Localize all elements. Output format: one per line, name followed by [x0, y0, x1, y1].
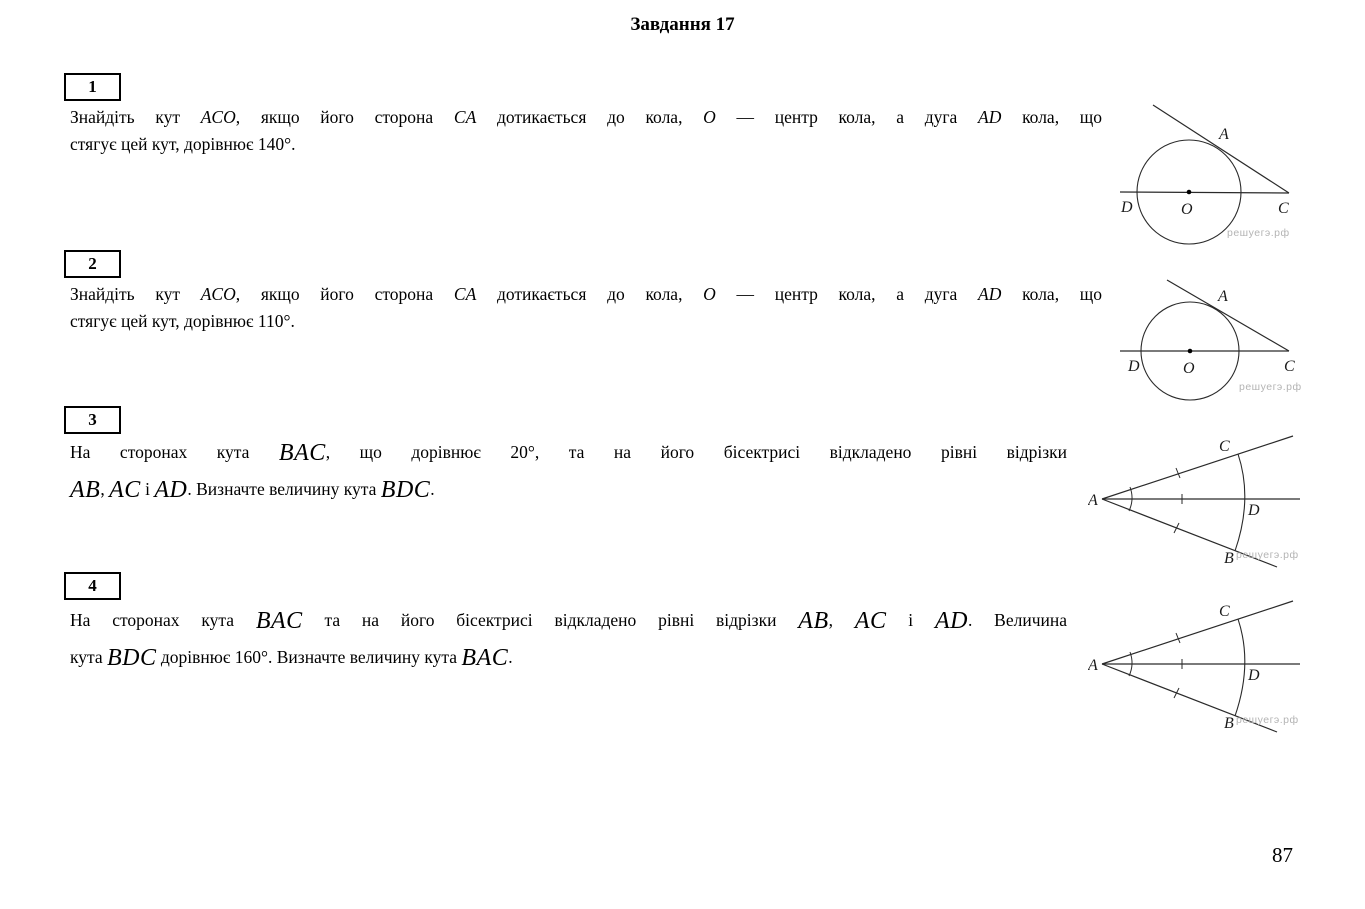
problem-number: 4 — [88, 576, 97, 595]
arc-cdb — [1235, 454, 1245, 551]
problem-1-number-box — [64, 73, 121, 101]
text-segment: Знайдіть кут — [70, 107, 201, 127]
page-number: 87 — [1272, 843, 1293, 867]
math-term: AD — [934, 608, 968, 634]
math-term: BDC — [107, 645, 157, 671]
tangent-line — [1167, 280, 1289, 351]
problem-1-text — [70, 104, 1102, 158]
math-term: AD — [154, 477, 188, 503]
text-segment: На сторонах кута — [70, 610, 256, 630]
problem-2-number-box — [64, 250, 121, 278]
point-label-c: C — [1219, 603, 1230, 620]
problem-4-number-box — [64, 572, 121, 600]
point-label-c: C — [1284, 358, 1295, 375]
watermark: решуегэ.рф — [1236, 549, 1299, 561]
point-label-a: A — [1088, 657, 1098, 674]
math-term: AD — [978, 284, 1002, 304]
text-segment: кола, що — [1001, 284, 1103, 304]
point-label-a: A — [1218, 288, 1228, 305]
math-term: AC — [109, 477, 141, 503]
arc-cdb — [1235, 619, 1245, 716]
text-segment: Знайдіть кут — [70, 284, 201, 304]
problem-3-number-box — [64, 406, 121, 434]
text-segment: та на його бісектрисі відкладено рівні відрізки — [302, 610, 799, 630]
text-segment: кола, що — [1001, 107, 1103, 127]
problem-4-line-2 — [70, 639, 1067, 676]
point-label-b: B — [1224, 715, 1234, 732]
text-segment: кута — [70, 647, 108, 667]
figure-angle-bisector-1 — [1088, 423, 1303, 571]
problem-1-line-2: стягує цей кут, дорівнює 140°. — [70, 134, 296, 154]
text-segment: , якщо його сторона — [235, 284, 454, 304]
math-term: BAC — [461, 645, 509, 671]
point-label-d: D — [1248, 502, 1260, 519]
problem-2-line-2: стягує цей кут, дорівнює 110°. — [70, 311, 295, 331]
point-label-b: B — [1224, 550, 1234, 567]
watermark: решуегэ.рф — [1239, 381, 1302, 393]
problem-2-text — [70, 281, 1102, 335]
text-segment: і — [140, 479, 155, 499]
problem-number: 3 — [88, 410, 97, 429]
math-term: BAC — [255, 608, 303, 634]
problem-3-text — [70, 434, 1067, 508]
point-label-d: D — [1121, 199, 1133, 216]
text-segment: , — [828, 610, 855, 630]
center-dot — [1187, 190, 1192, 195]
math-term: O — [703, 107, 716, 127]
text-segment: На сторонах кута — [70, 442, 279, 462]
point-label-c: C — [1219, 438, 1230, 455]
figure-circle-tangent-1 — [1115, 88, 1307, 253]
text-segment: . — [430, 479, 435, 499]
problem-3-line-1 — [70, 434, 1067, 471]
math-term: AD — [978, 107, 1002, 127]
problem-4-text — [70, 602, 1067, 676]
figure-circle-tangent-2 — [1112, 268, 1312, 403]
math-term: BDC — [380, 477, 431, 503]
text-segment: . Величина — [967, 610, 1068, 630]
problem-3-line-2 — [70, 471, 1067, 508]
math-term: CA — [453, 284, 477, 304]
point-label-c: C — [1278, 200, 1289, 217]
problem-1-line-1 — [70, 104, 1102, 131]
text-segment: дотикається до кола, — [476, 107, 704, 127]
text-segment: , якщо його сторона — [235, 107, 454, 127]
text-segment: — центр кола, а дуга — [715, 284, 979, 304]
watermark: решуегэ.рф — [1236, 714, 1299, 726]
diameter-line — [1120, 192, 1289, 193]
text-segment: дотикається до кола, — [476, 284, 704, 304]
problem-number: 2 — [88, 254, 97, 273]
center-dot — [1188, 349, 1193, 354]
math-term: ACO — [200, 107, 236, 127]
figure-angle-bisector-2 — [1088, 588, 1303, 736]
point-label-o: O — [1183, 360, 1195, 377]
text-segment: і — [886, 610, 935, 630]
math-term: AC — [854, 608, 887, 634]
problem-4-line-1 — [70, 602, 1067, 639]
text-segment: дорівнює 160°. Визначте величину кута — [156, 647, 462, 667]
problem-number: 1 — [88, 77, 97, 96]
point-label-o: O — [1181, 201, 1193, 218]
math-term: O — [703, 284, 716, 304]
text-segment: , що дорівнює 20°, та на його бісектрисі відкладено рівні відрізки — [325, 442, 1067, 462]
tangent-line — [1153, 105, 1289, 193]
point-label-a: A — [1088, 492, 1098, 509]
point-label-d: D — [1248, 667, 1260, 684]
text-segment: , — [100, 479, 110, 499]
math-term: AB — [70, 477, 101, 503]
point-label-d: D — [1128, 358, 1140, 375]
page-title: Завдання 17 — [630, 14, 735, 35]
math-term: AB — [798, 608, 829, 634]
math-term: BAC — [278, 440, 326, 466]
math-term: ACO — [200, 284, 236, 304]
text-segment: . — [508, 647, 513, 667]
watermark: решуегэ.рф — [1227, 227, 1290, 239]
math-term: CA — [453, 107, 477, 127]
point-label-a: A — [1219, 126, 1229, 143]
problem-2-line-1 — [70, 281, 1102, 308]
text-segment: . Визначте величину кута — [187, 479, 381, 499]
text-segment: — центр кола, а дуга — [715, 107, 979, 127]
